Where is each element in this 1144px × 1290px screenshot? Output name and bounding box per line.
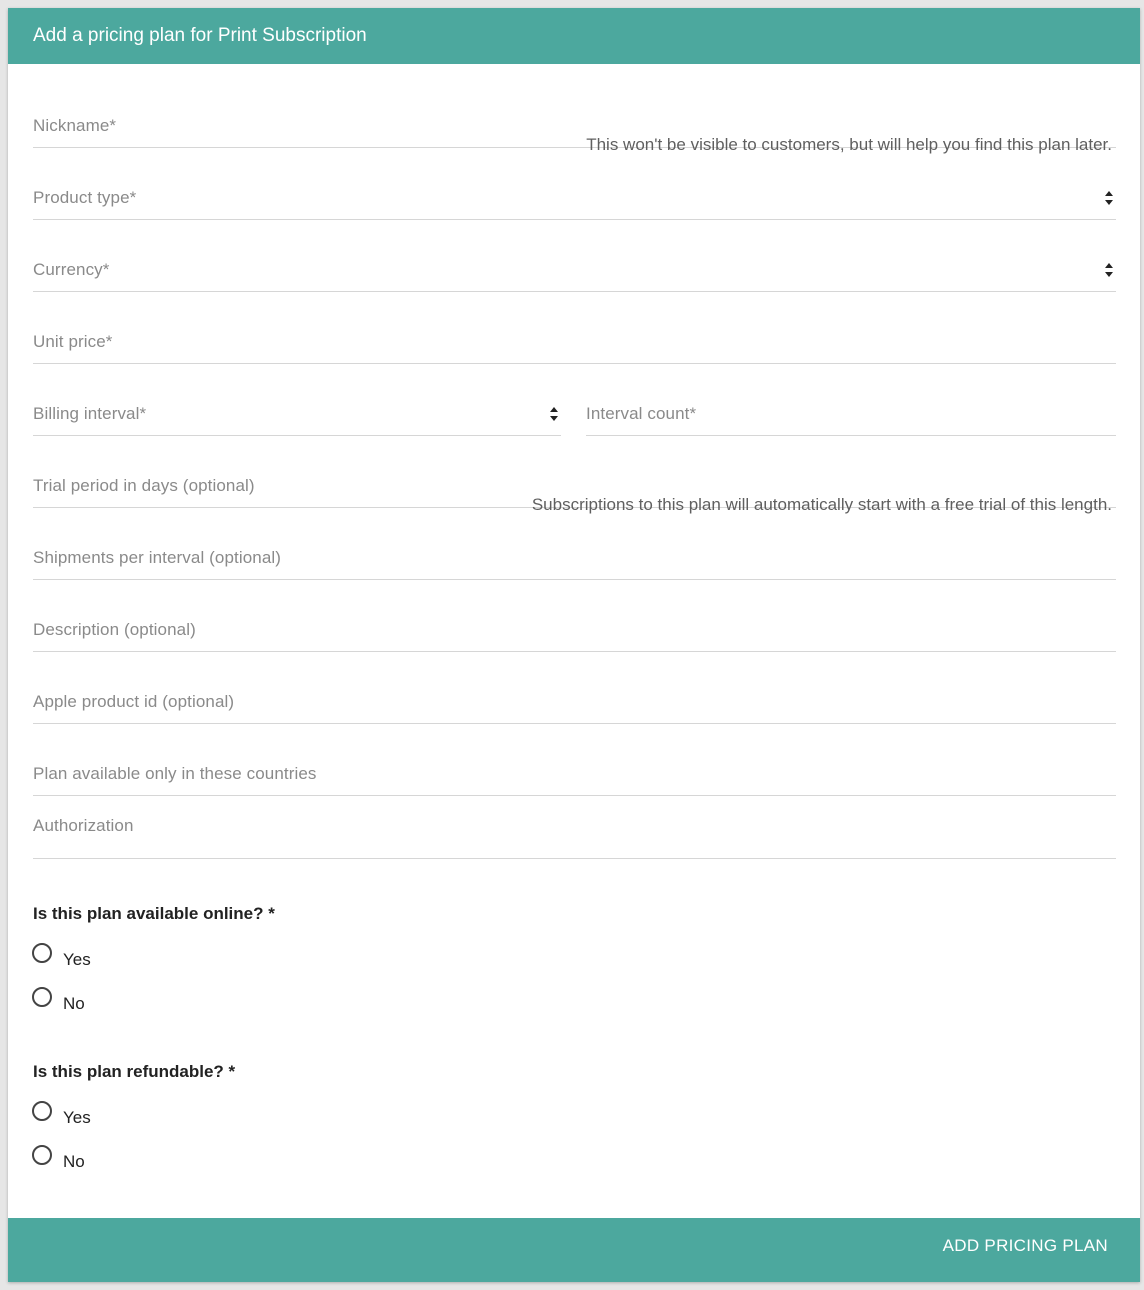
online-no-label: No: [63, 994, 85, 1013]
trial-period-label: Trial period in days (optional): [33, 476, 255, 495]
description-label: Description (optional): [33, 620, 196, 639]
nickname-label: Nickname*: [33, 116, 117, 135]
add-pricing-plan-button[interactable]: ADD PRICING PLAN: [942, 1236, 1108, 1255]
apple-product-id-input[interactable]: [33, 690, 1116, 724]
online-yes-radio[interactable]: [32, 943, 232, 967]
interval-count-label: Interval count*: [586, 404, 697, 423]
unit-price-label: Unit price*: [33, 332, 113, 351]
select-arrows-icon: [1104, 261, 1114, 279]
product-type-label: Product type*: [33, 188, 137, 207]
refundable-no-radio[interactable]: [32, 1145, 232, 1169]
refundable-yes-radio[interactable]: [32, 1101, 232, 1125]
online-no-radio[interactable]: [32, 987, 232, 1011]
dialog-footer: [8, 1218, 1140, 1282]
pricing-plan-dialog: [8, 8, 1140, 1282]
refundable-no-label: No: [63, 1152, 85, 1171]
countries-label: Plan available only in these countries: [33, 764, 317, 783]
unit-price-input[interactable]: [33, 330, 1116, 364]
interval-count-input[interactable]: [586, 402, 1116, 436]
billing-interval-select[interactable]: [33, 402, 561, 436]
radio-circle[interactable]: [32, 987, 52, 1007]
shipments-label: Shipments per interval (optional): [33, 548, 282, 567]
dialog-title: Add a pricing plan for Print Subscription: [8, 8, 1140, 64]
description-input[interactable]: [33, 618, 1116, 652]
select-arrows-icon: [549, 405, 559, 423]
refundable-yes-label: Yes: [63, 1108, 91, 1127]
radio-circle[interactable]: [32, 1101, 52, 1121]
currency-select[interactable]: [33, 258, 1116, 292]
authorization-label: Authorization: [33, 816, 134, 835]
countries-input[interactable]: [33, 762, 1116, 796]
nickname-hint: This won't be visible to customers, but will help you find this plan later.: [586, 135, 1112, 154]
radio-circle[interactable]: [32, 1145, 52, 1165]
radio-circle[interactable]: [32, 943, 52, 963]
trial-period-hint: Subscriptions to this plan will automatically start with a free trial of this length.: [531, 495, 1112, 514]
apple-product-id-label: Apple product id (optional): [33, 692, 235, 711]
online-question: Is this plan available online? *: [33, 904, 275, 923]
billing-interval-label: Billing interval*: [33, 404, 147, 423]
currency-label: Currency*: [33, 260, 110, 279]
online-yes-label: Yes: [63, 950, 91, 969]
refundable-question: Is this plan refundable? *: [33, 1062, 236, 1081]
authorization-input[interactable]: [33, 814, 1116, 859]
product-type-select[interactable]: [33, 186, 1116, 220]
shipments-per-interval-input[interactable]: [33, 546, 1116, 580]
select-arrows-icon: [1104, 189, 1114, 207]
